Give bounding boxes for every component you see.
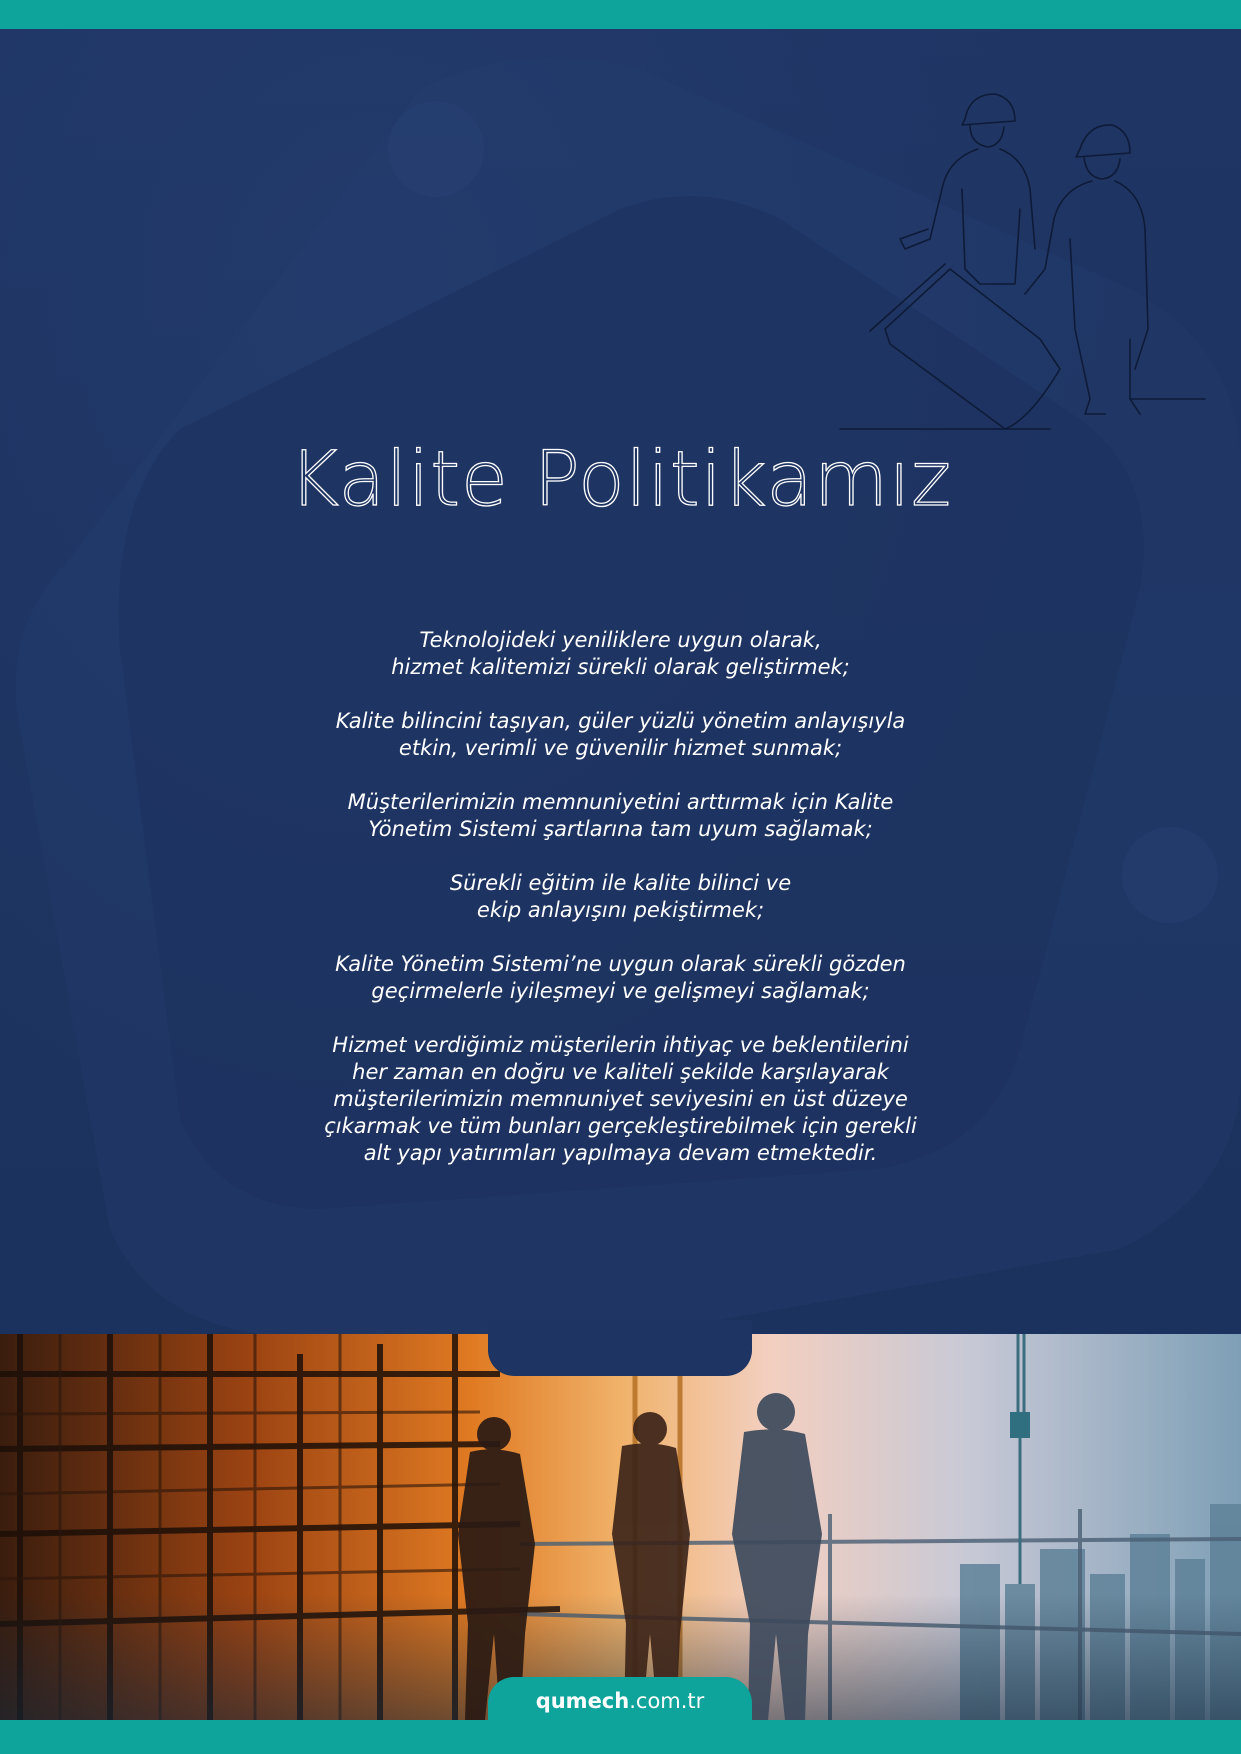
policy-line: geçirmelerle iyileşmeyi ve gelişmeyi sağlamak; bbox=[371, 979, 870, 1003]
policy-paragraph bbox=[270, 951, 971, 1005]
policy-line: Kalite Yönetim Sistemi’ne uygun olarak sürekli gözden bbox=[335, 952, 906, 976]
policy-paragraph bbox=[270, 789, 971, 843]
policy-paragraph bbox=[270, 708, 971, 762]
policy-line: Yönetim Sistemi şartlarına tam uyum sağlamak; bbox=[368, 817, 873, 841]
top-accent-bar bbox=[0, 0, 1241, 29]
policy-line: hizmet kalitemizi sürekli olarak geliştirmek; bbox=[391, 655, 850, 679]
policy-paragraph bbox=[270, 870, 971, 924]
quality-policy-text bbox=[270, 627, 971, 1167]
policy-line: Müşterilerimizin memnuniyetini arttırmak için Kalite bbox=[347, 790, 894, 814]
construction-site-photo bbox=[0, 1334, 1241, 1720]
bottom-accent-bar bbox=[0, 1720, 1241, 1754]
policy-line: Sürekli eğitim ile kalite bilinci ve bbox=[449, 871, 792, 895]
footer-brand: qumech bbox=[535, 1689, 630, 1713]
page-title bbox=[0, 434, 1241, 523]
main-panel bbox=[0, 29, 1241, 1334]
policy-line: Hizmet verdiğimiz müşterilerin ihtiyaç ve beklentilerini bbox=[332, 1033, 909, 1057]
policy-line: etkin, verimli ve güvenilir hizmet sunmak; bbox=[398, 736, 843, 760]
footer-domain: .com.tr bbox=[629, 1689, 705, 1713]
page-title-text: Kalite Politikamız bbox=[288, 434, 953, 523]
photo-top-tab bbox=[488, 1320, 752, 1376]
policy-paragraph bbox=[270, 1032, 971, 1167]
policy-line: ekip anlayışını pekiştirmek; bbox=[476, 898, 765, 922]
policy-paragraph bbox=[270, 627, 971, 681]
policy-line: müşterilerimizin memnuniyet seviyesini en üst düzeye bbox=[333, 1087, 908, 1111]
policy-line: Kalite bilincini taşıyan, güler yüzlü yönetim anlayışıyla bbox=[335, 709, 906, 733]
policy-line: çıkarmak ve tüm bunları gerçekleştirebilmek için gerekli bbox=[324, 1114, 917, 1138]
construction-site-photo-art bbox=[0, 1334, 1241, 1720]
construction-workers-line-art-icon bbox=[830, 69, 1220, 439]
policy-line: her zaman en doğru ve kaliteli şekilde karşılayarak bbox=[352, 1060, 889, 1084]
policy-line: alt yapı yatırımları yapılmaya devam etmektedir. bbox=[363, 1141, 878, 1165]
policy-line: Teknolojideki yeniliklere uygun olarak, bbox=[419, 628, 822, 652]
